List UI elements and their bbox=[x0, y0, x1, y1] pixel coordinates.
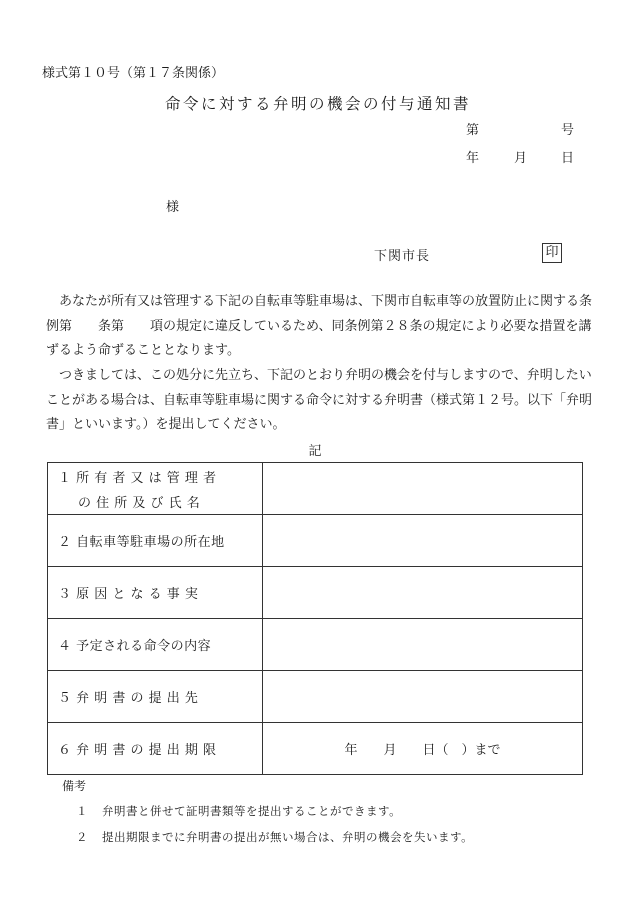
row-value-cell[interactable] bbox=[263, 463, 583, 515]
form-number: 様式第１０号（第１７条関係） bbox=[42, 66, 225, 81]
row-label-line2: の 住 所 及 び 氏 名 bbox=[78, 495, 201, 511]
row-value-cell[interactable] bbox=[263, 671, 583, 723]
row-label bbox=[48, 463, 263, 515]
note-text: 提出期限までに弁明書の提出が無い場合は、弁明の機会を失います。 bbox=[102, 830, 474, 844]
number-prefix: 第 bbox=[466, 123, 480, 138]
row-label bbox=[48, 723, 263, 775]
number-suffix: 号 bbox=[561, 123, 575, 138]
row-label bbox=[48, 671, 263, 723]
notice-table bbox=[47, 462, 583, 775]
note-number: ２ bbox=[76, 830, 88, 844]
table-row bbox=[48, 723, 583, 775]
date-month: 月 bbox=[514, 151, 528, 166]
row-label bbox=[48, 515, 263, 567]
note-item bbox=[76, 829, 473, 845]
note-item bbox=[76, 803, 401, 819]
row-label-line1: ２ 自転車等駐車場の所在地 bbox=[58, 535, 225, 550]
note-text: 弁明書と併せて証明書類等を提出することができます。 bbox=[102, 804, 402, 818]
note-number: １ bbox=[76, 804, 88, 818]
row-value-cell[interactable] bbox=[263, 619, 583, 671]
body-paragraph-2: つきましては、この処分に先立ち、下記のとおり弁明の機会を付与しますので、弁明したいことがある場合は、自転車等駐車場に関する命令に対する弁明書（様式第１２号。以下「弁明書」といいます。）を提出してください。 bbox=[46, 368, 593, 432]
row-label-line1: ５ 弁 明 書 の 提 出 先 bbox=[58, 691, 199, 706]
row-value-cell[interactable] bbox=[263, 567, 583, 619]
addressee-suffix: 様 bbox=[166, 200, 180, 215]
row-label-line1: ３ 原 因 と な る 事 実 bbox=[58, 587, 199, 602]
date-day: 日 bbox=[561, 151, 575, 166]
document-title: 命令に対する弁明の機会の付与通知書 bbox=[164, 95, 471, 113]
row-label-line1: １ 所 有 者 又 は 管 理 者 bbox=[58, 470, 217, 486]
body-paragraph-1: あなたが所有又は管理する下記の自転車等駐車場は、下関市自転車等の放置防止に関する条例第 条第 項の規定に違反しているため、同条例第２８条の規定により必要な措置を講ずるよう命ずることとなります。 bbox=[46, 294, 593, 358]
table-row bbox=[48, 671, 583, 723]
table-row bbox=[48, 515, 583, 567]
row-label-line1: ６ 弁 明 書 の 提 出 期 限 bbox=[58, 743, 217, 758]
deadline-value-cell[interactable]: 年 月 日（ ）まで bbox=[263, 723, 583, 775]
issuer-name: 下関市長 bbox=[374, 249, 431, 264]
table-row bbox=[48, 619, 583, 671]
row-value-cell[interactable] bbox=[263, 515, 583, 567]
notes-title: 備考 bbox=[62, 779, 87, 793]
seal-mark: 印 bbox=[542, 243, 562, 263]
date-year: 年 bbox=[466, 151, 480, 166]
table-row bbox=[48, 463, 583, 515]
row-label-line1: ４ 予定される命令の内容 bbox=[58, 639, 212, 654]
row-label bbox=[48, 619, 263, 671]
row-label bbox=[48, 567, 263, 619]
ki-heading: 記 bbox=[308, 444, 322, 459]
table-row bbox=[48, 567, 583, 619]
